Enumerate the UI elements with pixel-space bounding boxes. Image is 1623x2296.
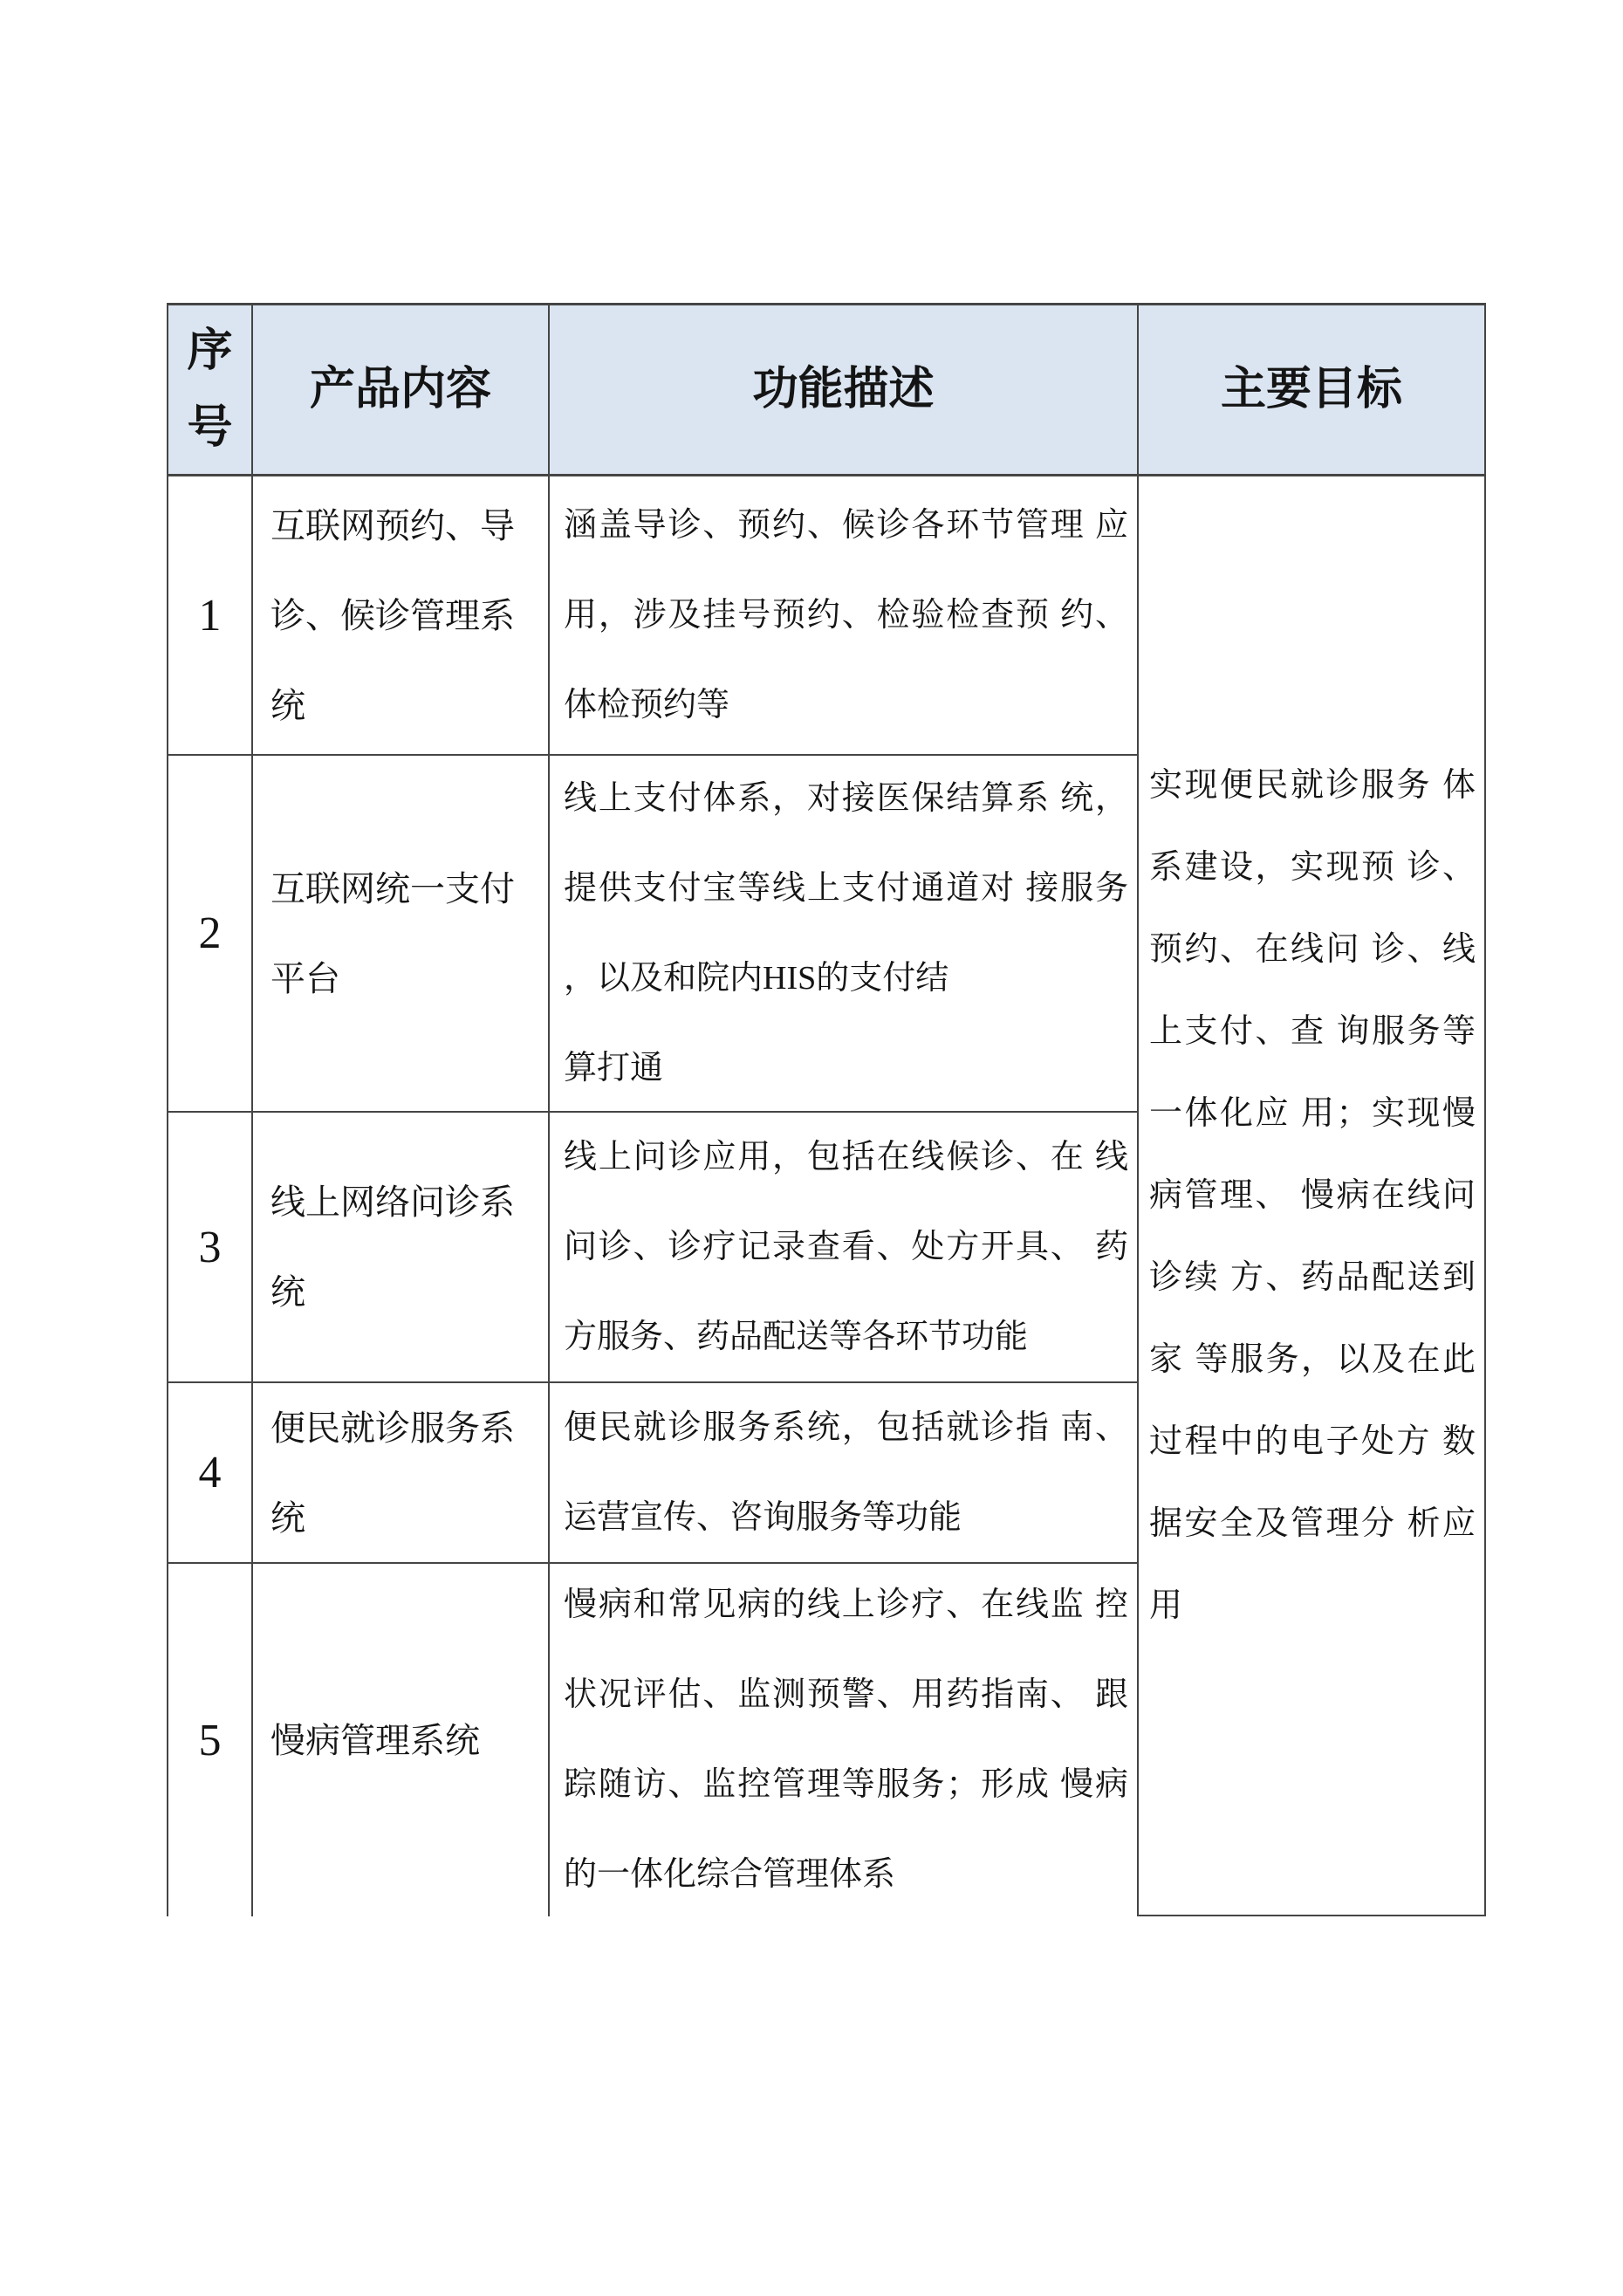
text-line: 慢病管理系统: [270, 1720, 480, 1760]
text-line: 提供支付宝等线上支付通道对 接服务: [564, 869, 1128, 907]
text-line: 线上网络问诊系: [270, 1182, 515, 1222]
text-line: 诊续 方、药品配送到: [1149, 1259, 1476, 1296]
text-line: 主要目标: [1220, 364, 1402, 415]
text-line: 的一体化综合管理体系: [564, 1856, 896, 1893]
text-line: 统: [270, 1498, 305, 1538]
text-line: 产品内容: [309, 364, 491, 415]
main-goal-cell: [1139, 476, 1484, 1916]
product-table-grid: [168, 305, 1484, 1916]
text-line: 统: [270, 1272, 305, 1312]
row-number: [168, 1113, 253, 1383]
row-number-text: 1: [198, 590, 222, 641]
product-name-cell: [253, 1564, 550, 1916]
row-number: [168, 476, 253, 756]
text-line: 便民就诊服务系: [270, 1408, 515, 1448]
col-header-function: [550, 305, 1139, 476]
product-name-cell: [253, 1113, 550, 1383]
text-line: 平台: [270, 958, 340, 998]
text-line: 方服务、药品配送等各环节功能: [564, 1318, 1029, 1355]
product-name-cell: [253, 756, 550, 1113]
text-line: 踪随访、监控管理等服务；形成 慢病: [564, 1766, 1128, 1803]
product-name-cell: [253, 1383, 550, 1564]
function-desc-cell: [550, 476, 1139, 756]
col-header-index: [168, 305, 253, 476]
text-line: 用，涉及挂号预约、检验检查预 约、: [564, 596, 1128, 634]
function-desc-cell: [550, 1113, 1139, 1383]
text-line: ，以及和院内HIS的支付结: [564, 959, 949, 997]
text-line: 预约、在线问 诊、线: [1149, 931, 1476, 968]
col-header-goal: [1139, 305, 1484, 476]
row-number-text: 4: [198, 1448, 222, 1498]
text-line: 一体化应 用；实现慢: [1149, 1095, 1476, 1132]
text-line: 体检预约等: [564, 686, 730, 723]
text-line: 互联网预约、导: [270, 505, 515, 545]
text-line: 互联网统一支付: [270, 868, 515, 908]
row-number-text: 5: [198, 1715, 222, 1765]
text-line: 线上支付体系，对接医保结算系 统，: [564, 779, 1128, 817]
text-line: 涵盖导诊、预约、候诊各环节管理 应: [564, 506, 1128, 544]
product-table: [167, 303, 1486, 1916]
text-line: 实现便民就诊服务 体: [1149, 767, 1476, 804]
col-header-product: [253, 305, 550, 476]
text-line: 序: [187, 326, 233, 376]
text-line: 用: [1149, 1587, 1183, 1624]
row-number: [168, 756, 253, 1113]
row-number: [168, 1383, 253, 1564]
text-line: 线上问诊应用，包括在线候诊、在 线: [564, 1138, 1128, 1175]
text-line: 上支付、查 询服务等: [1149, 1013, 1476, 1050]
text-line: 算打通: [564, 1049, 664, 1086]
text-line: 家 等服务，以及在此: [1149, 1341, 1476, 1378]
function-desc-cell: [550, 756, 1139, 1113]
function-desc-cell: [550, 1564, 1139, 1916]
text-line: 诊、候诊管理系: [270, 595, 515, 635]
text-line: 运营宣传、咨询服务等功能: [564, 1498, 962, 1536]
text-line: 统: [270, 685, 305, 725]
text-line: 病管理、 慢病在线问: [1149, 1177, 1476, 1214]
row-number-text: 2: [198, 908, 222, 958]
text-line: 便民就诊服务系统，包括就诊指 南、: [564, 1408, 1128, 1446]
text-line: 据安全及管理分 析应: [1149, 1505, 1476, 1542]
function-desc-cell: [550, 1383, 1139, 1564]
row-number: [168, 1564, 253, 1916]
text-line: 状况评估、监测预警、用药指南、 跟: [564, 1676, 1128, 1713]
row-number-text: 3: [198, 1222, 222, 1272]
text-line: 问诊、诊疗记录查看、处方开具、 药: [564, 1228, 1128, 1265]
text-line: 系建设，实现预 诊、: [1149, 849, 1476, 886]
text-line: 号: [187, 402, 233, 453]
text-line: 功能描述: [752, 364, 935, 415]
text-line: 慢病和常见病的线上诊疗、在线监 控: [564, 1587, 1128, 1623]
product-name-cell: [253, 476, 550, 756]
text-line: 过程中的电子处方 数: [1149, 1423, 1476, 1460]
